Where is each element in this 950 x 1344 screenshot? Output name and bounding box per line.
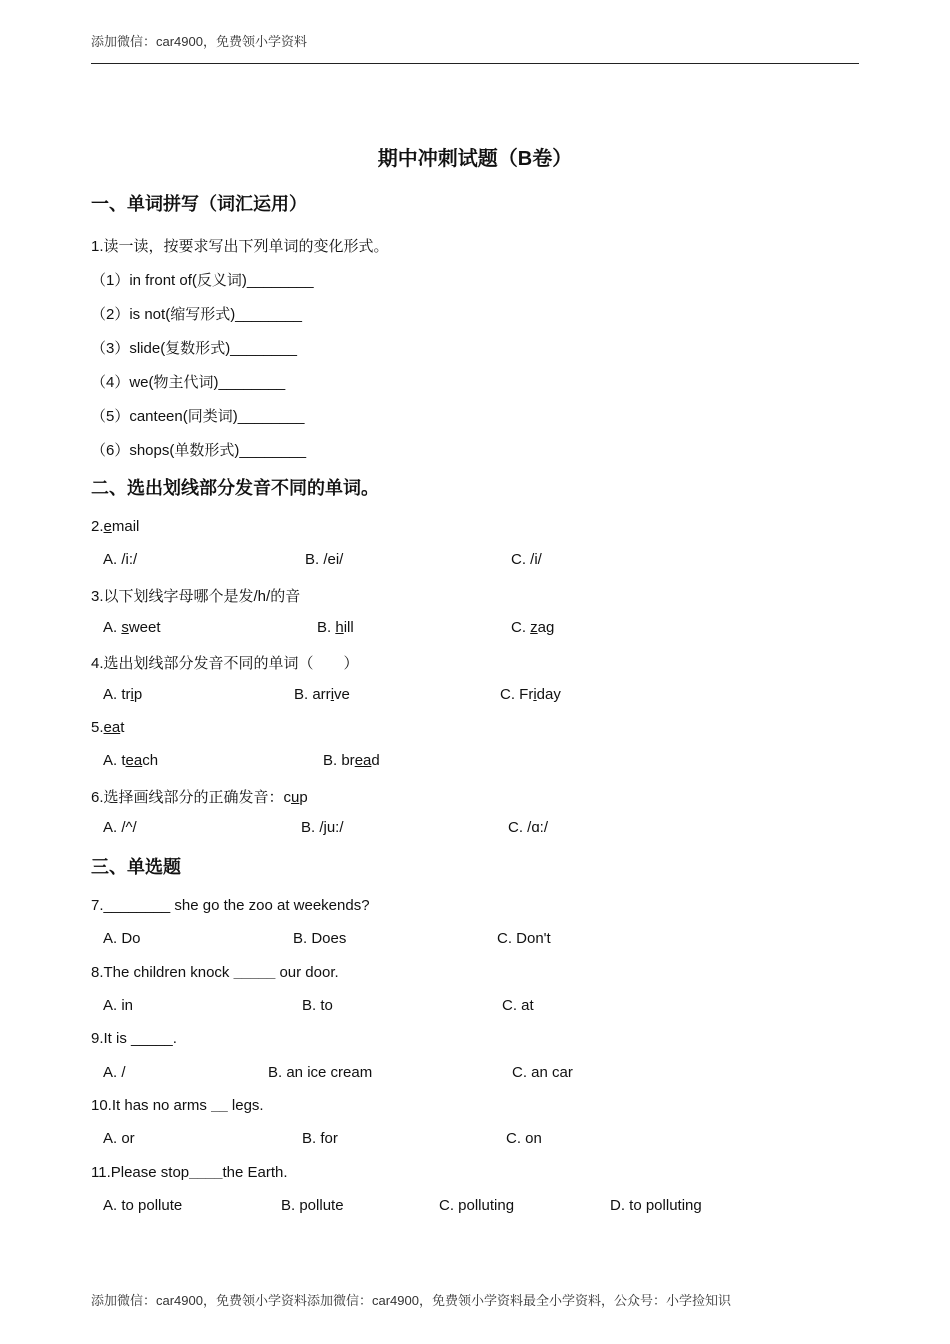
question-1-item-1: （1）in front of(反义词)________ <box>91 272 314 289</box>
question-9-option-b[interactable]: B. an ice cream <box>268 1064 373 1081</box>
question-1-item-5: （5）canteen(同类词)________ <box>91 408 305 425</box>
section-heading-3: 三、单选题 <box>91 857 181 877</box>
question-7-option-a[interactable]: A. Do <box>103 930 141 947</box>
question-9-option-c[interactable]: C. an car <box>512 1064 573 1081</box>
footer-note: 添加微信：car4900，免费领小学资料添加微信：car4900，免费领小学资料最全小学资料，公众号：小学捡知识 <box>91 1293 731 1308</box>
question-1-item-6: （6）shops(单数形式)________ <box>91 442 307 459</box>
question-8-option-a[interactable]: A. in <box>103 997 134 1014</box>
question-11-option-c[interactable]: C. polluting <box>439 1197 515 1214</box>
question-1-item-3: （3）slide(复数形式)________ <box>91 340 297 357</box>
question-4-stem: 4.选出划线部分发音不同的单词（ ） <box>91 655 359 672</box>
question-5-option-a[interactable]: A. teach <box>103 752 159 769</box>
question-11-option-d[interactable]: D. to polluting <box>610 1197 702 1214</box>
question-10-stem: 10.It has no arms __ legs. <box>91 1097 264 1114</box>
question-2-option-a[interactable]: A. /i:/ <box>103 551 138 568</box>
question-3-stem: 3.以下划线字母哪个是发/h/的音 <box>91 588 301 605</box>
question-11-option-a[interactable]: A. to pollute <box>103 1197 183 1214</box>
question-3-option-a[interactable]: A. sweet <box>103 619 161 636</box>
question-4-option-c[interactable]: C. Friday <box>500 686 561 703</box>
question-9-option-a[interactable]: A. / <box>103 1064 126 1081</box>
question-7-stem: 7.________ she go the zoo at weekends? <box>91 897 370 914</box>
question-2-option-c[interactable]: C. /i/ <box>511 551 542 568</box>
question-4-option-b[interactable]: B. arrive <box>294 686 350 703</box>
page-title: 期中冲刺试题（B卷） <box>377 148 573 170</box>
question-7-option-c[interactable]: C. Don't <box>497 930 551 947</box>
question-3-option-c[interactable]: C. zag <box>511 619 555 636</box>
question-6-option-a[interactable]: A. /^/ <box>103 819 137 836</box>
question-5-option-b[interactable]: B. bread <box>323 752 380 769</box>
question-1-item-4: （4）we(物主代词)________ <box>91 374 286 391</box>
question-8-option-c[interactable]: C. at <box>502 997 534 1014</box>
question-11-stem: 11.Please stop____the Earth. <box>91 1164 288 1181</box>
question-6-option-b[interactable]: B. /ju:/ <box>301 819 344 836</box>
header-divider <box>91 63 859 64</box>
section-heading-1: 一、单词拼写（词汇运用） <box>91 194 307 214</box>
question-6-option-c[interactable]: C. /ɑ:/ <box>508 819 549 836</box>
question-3-option-b[interactable]: B. hill <box>317 619 354 636</box>
question-10-option-b[interactable]: B. for <box>302 1130 338 1147</box>
question-2-option-b[interactable]: B. /ei/ <box>305 551 344 568</box>
question-8-option-b[interactable]: B. to <box>302 997 333 1014</box>
header-note: 添加微信：car4900，免费领小学资料 <box>91 34 307 49</box>
question-2-stem: 2.email <box>91 518 140 535</box>
question-5-stem: 5.eat <box>91 719 125 736</box>
question-7-option-b[interactable]: B. Does <box>293 930 347 947</box>
section-heading-2: 二、选出划线部分发音不同的单词。 <box>91 478 379 498</box>
question-1-item-2: （2）is not(缩写形式)________ <box>91 306 302 323</box>
question-6-stem: 6.选择画线部分的正确发音：cup <box>91 789 308 806</box>
question-11-option-b[interactable]: B. pollute <box>281 1197 344 1214</box>
question-10-option-a[interactable]: A. or <box>103 1130 135 1147</box>
question-4-option-a[interactable]: A. trip <box>103 686 143 703</box>
question-1-stem: 1.读一读，按要求写出下列单词的变化形式。 <box>91 238 389 255</box>
question-8-stem: 8.The children knock _____ our door. <box>91 964 339 981</box>
question-10-option-c[interactable]: C. on <box>506 1130 542 1147</box>
question-9-stem: 9.It is _____. <box>91 1030 177 1047</box>
